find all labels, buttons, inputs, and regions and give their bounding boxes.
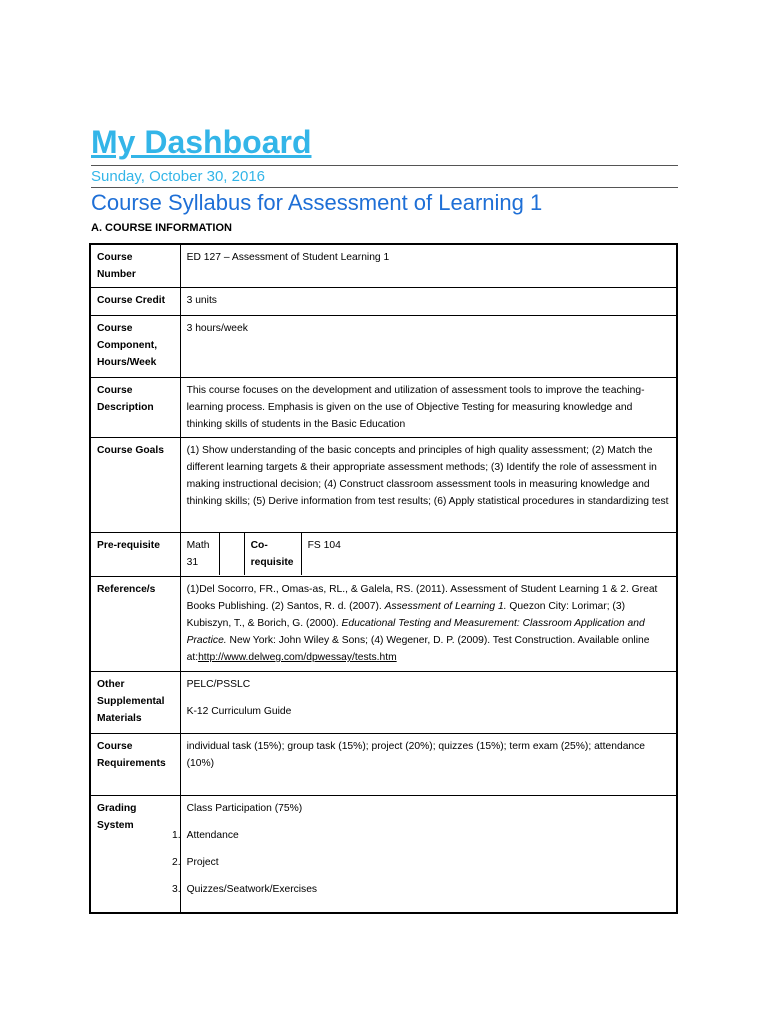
grading-item-number: 1.: [172, 830, 181, 841]
course-information-table: [89, 243, 678, 914]
date-divider: [91, 187, 678, 188]
prerequisite-value: Math 31: [181, 533, 220, 575]
grading-label: Grading System: [90, 796, 180, 914]
grading-item-text: Quizzes/Seatwork/Exercises: [186, 884, 318, 895]
course-description-label: Course Description: [90, 378, 180, 438]
course-credit-value: 3 units: [180, 288, 677, 316]
grading-item: [172, 881, 670, 908]
row-supplemental: [90, 672, 677, 734]
grading-list: [172, 827, 670, 908]
row-references: [90, 577, 677, 672]
grading-value: [172, 796, 677, 914]
course-number-value: ED 127 – Assessment of Student Learning 1: [180, 244, 677, 288]
row-course-goals: [90, 438, 677, 533]
course-goals-label: Course Goals: [90, 438, 180, 533]
row-course-description: [90, 378, 677, 438]
references-label: Reference/s: [90, 577, 180, 672]
requirements-label: Course Requirements: [90, 734, 180, 796]
prerequisite-label: Pre-requisite: [90, 533, 180, 577]
grading-item-text: Project: [186, 857, 219, 868]
grading-item: [172, 854, 670, 881]
corequisite-label: Co-requisite: [244, 533, 301, 575]
row-grading: [90, 796, 677, 914]
course-component-value: 3 hours/week: [180, 316, 677, 378]
reference-text-3: New York: John Wiley & Sons; (4) Wegener, D. P. (2009). Test Construction. Available online at:: [186, 635, 650, 663]
course-component-label: Course Component, Hours/Week: [90, 316, 180, 378]
supplemental-item-1: PELC/PSSLC: [186, 679, 251, 690]
course-description-value: This course focuses on the development and utilization of assessment tools to improve the teaching-learning process. Emphasis is given on the use of Objective Testing for measuring knowledge and thinking skills of students in the Basic Education: [180, 378, 677, 438]
title-divider: [91, 165, 678, 166]
row-course-component: [90, 316, 677, 378]
grading-heading: Class Participation (75%): [186, 803, 303, 814]
course-credit-label: Course Credit: [90, 288, 180, 316]
reference-text-2: Quezon City: Lorimar; (3) Kubiszyn, T., & Borich, G. (2000).: [186, 601, 626, 629]
supplemental-item-2: K-12 Curriculum Guide: [186, 706, 292, 717]
row-prerequisite: [90, 533, 677, 577]
grading-item-text: Attendance: [186, 830, 239, 841]
dashboard-title-link[interactable]: My Dashboard: [91, 124, 312, 160]
prerequisite-subtable: [181, 533, 676, 575]
grading-item-number: 2.: [172, 857, 181, 868]
row-course-credit: [90, 288, 677, 316]
row-course-number: [90, 244, 677, 288]
prerequisite-blank: [219, 533, 244, 575]
supplemental-label: Other Supplemental Materials: [90, 672, 180, 734]
requirements-value: individual task (15%); group task (15%); project (20%); quizzes (15%); term exam (25%); attendance (10%): [180, 734, 677, 796]
reference-title-2: Educational Testing and Measurement: Classroom Application and Practice.: [186, 618, 645, 646]
row-requirements: [90, 734, 677, 796]
references-value: [180, 577, 677, 672]
dashboard-date: Sunday, October 30, 2016: [91, 168, 266, 185]
syllabus-title: Course Syllabus for Assessment of Learning 1: [91, 190, 543, 215]
supplemental-value: [180, 672, 677, 734]
grading-item-number: 3.: [172, 884, 181, 895]
reference-link[interactable]: http://www.delweg.com/dpwessay/tests.htm: [198, 652, 397, 663]
section-heading: A. COURSE INFORMATION: [91, 222, 232, 234]
course-goals-value: (1) Show understanding of the basic concepts and principles of high quality assessment; (2) Match the different learning targets & their appropriate assessment methods; (3) Identify the role of assessment in making instructional decision; (4) Construct classroom assessment tools in measuring knowledge and thinking skills; (5) Derive information from test results; (6) Apply statistical procedures in standardizing test: [180, 438, 677, 533]
reference-title-1: Assessment of Learning 1.: [384, 601, 507, 612]
grading-item: [172, 827, 670, 854]
reference-text-1: (1)Del Socorro, FR., Omas-as, RL., & Galela, RS. (2011). Assessment of Student Learning 1 & 2. Great Books Publishing. (2) Santos, R. d. (2007).: [186, 584, 658, 612]
prerequisite-cell: [180, 533, 677, 577]
corequisite-value: FS 104: [307, 540, 341, 551]
course-number-label: Course Number: [90, 244, 180, 288]
